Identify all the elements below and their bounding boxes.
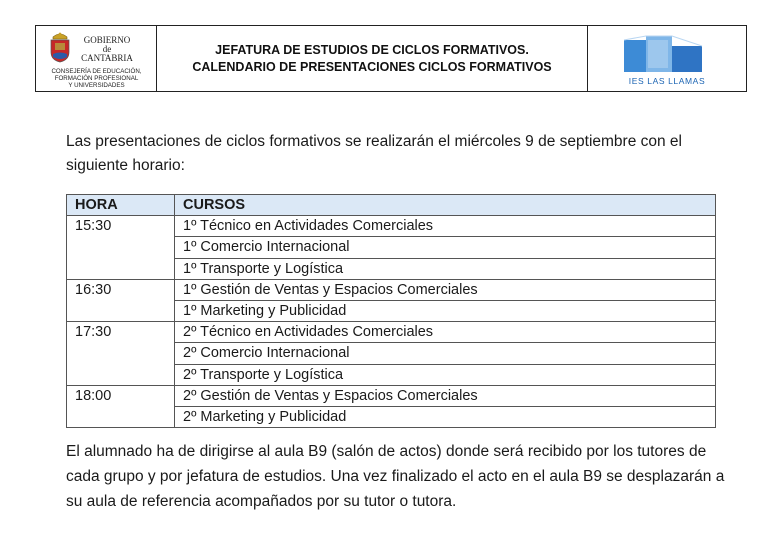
document-title [157, 26, 588, 91]
title-line-2: CALENDARIO DE PRESENTACIONES CICLOS FORMATIVOS [192, 59, 552, 74]
time-slot-cell: 17:30 [67, 322, 175, 386]
course-cell: 2º Transporte y Logística [175, 364, 716, 385]
table-row [67, 216, 716, 237]
title-line-1: JEFATURA DE ESTUDIOS DE CICLOS FORMATIVOS. [215, 42, 529, 57]
schedule-table [66, 194, 716, 428]
table-row [67, 385, 716, 406]
school-name: IES LAS LLAMAS [628, 76, 706, 86]
coat-of-arms-icon [49, 31, 71, 63]
table-row [67, 322, 716, 343]
course-cell: 1º Técnico en Actividades Comerciales [175, 216, 716, 237]
course-cell: 2º Técnico en Actividades Comerciales [175, 322, 716, 343]
closing-paragraph: El alumnado ha de dirigirse al aula B9 (salón de actos) donde será recibido por los tutores de cada grupo y por jefatura de estudios. Una vez finalizado el acto en el aula B9 se desplazarán a su aula de referencia acompañados por su tutor o tutora. [66, 443, 725, 510]
course-cell: 2º Comercio Internacional [175, 343, 716, 364]
course-cell: 1º Comercio Internacional [175, 237, 716, 258]
column-header-hora: HORA [67, 195, 175, 216]
table-header-row [67, 195, 716, 216]
school-building-logo-icon [618, 32, 708, 76]
column-header-cursos: CURSOS [175, 195, 716, 216]
course-cell: 1º Transporte y Logística [175, 258, 716, 279]
time-slot-cell: 15:30 [67, 216, 175, 280]
time-slot-cell: 18:00 [67, 385, 175, 427]
course-cell: 2º Marketing y Publicidad [175, 406, 716, 427]
intro-paragraph: Las presentaciones de ciclos formativos se realizarán el miércoles 9 de septiembre con el siguiente horario: [66, 133, 682, 174]
document-header [35, 25, 747, 92]
table-row [67, 279, 716, 300]
school-logo-block [588, 26, 746, 91]
course-cell: 1º Marketing y Publicidad [175, 300, 716, 321]
government-name: GOBIERNO de CANTABRIA [81, 35, 133, 63]
course-cell: 2º Gestión de Ventas y Espacios Comerciales [175, 385, 716, 406]
government-logo-block [36, 26, 157, 91]
time-slot-cell: 16:30 [67, 279, 175, 321]
course-cell: 1º Gestión de Ventas y Espacios Comerciales [175, 279, 716, 300]
department-name: CONSEJERÍA DE EDUCACIÓN, FORMACIÓN PROFESIONAL Y UNIVERSIDADES [51, 68, 142, 89]
